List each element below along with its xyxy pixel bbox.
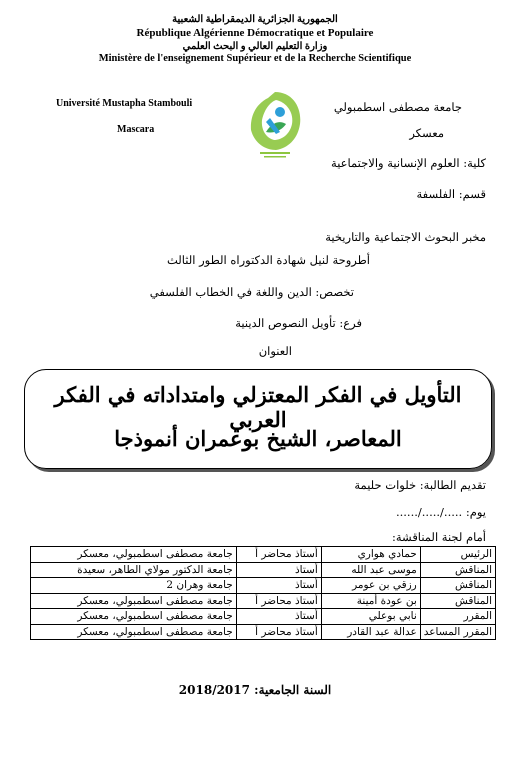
- department: قسم: الفلسفة: [416, 187, 486, 201]
- academic-year: السنة الجامعية: 2018/2017: [178, 683, 332, 697]
- jury-row: [31, 578, 496, 594]
- thesis-title-line-1: التأويل في الفكر المعتزلي وامتداداته في الفكر العربي: [54, 382, 462, 432]
- university-name-ar: جامعة مصطفى اسطمبولي: [333, 100, 462, 114]
- jury-rank: أستاذ: [236, 578, 321, 594]
- university-logo: [246, 88, 304, 160]
- jury-institution: جامعة وهران 2: [31, 578, 237, 594]
- jury-role: المناقش: [420, 578, 495, 594]
- jury-row: [31, 547, 496, 563]
- committee-label: أمام لجنة المناقشة:: [392, 530, 486, 544]
- jury-name: نابي بوعلي: [321, 609, 420, 625]
- student-name: تقديم الطالبة: خلوات حليمة: [354, 478, 486, 492]
- jury-institution: جامعة مصطفى اسطمبولي، معسكر: [31, 593, 237, 609]
- jury-rank: أستاذ محاضر أ: [236, 593, 321, 609]
- header-ministry-ar: وزارة التعليم العالي و البحث العلمي: [182, 41, 328, 52]
- university-name-fr: Université Mustapha Stambouli: [56, 98, 193, 109]
- jury-institution: جامعة مصطفى اسطمبولي، معسكر: [31, 609, 237, 625]
- header-republic-ar: الجمهورية الجزائرية الديمقراطية الشعبية: [172, 14, 338, 25]
- jury-role: المناقش: [420, 562, 495, 578]
- university-city-fr: Mascara: [117, 124, 155, 135]
- jury-name: حمادي هواري: [321, 547, 420, 563]
- jury-institution: جامعة مصطفى اسطمبولي، معسكر: [31, 547, 237, 563]
- jury-row: [31, 562, 496, 578]
- jury-rank: أستاذ محاضر أ: [236, 547, 321, 563]
- title-label: العنوان: [258, 344, 292, 358]
- jury-table: [30, 546, 496, 640]
- jury-role: الرئيس: [420, 547, 495, 563]
- header-republic-fr: République Algérienne Démocratique et Populaire: [136, 27, 374, 39]
- faculty: كلية: العلوم الإنسانية والاجتماعية: [331, 156, 486, 170]
- branch: فرع: تأويل النصوص الدينية: [235, 316, 362, 330]
- university-city-ar: معسكر: [409, 126, 444, 140]
- laboratory: مخبر البحوث الاجتماعية والتاريخية: [325, 230, 486, 244]
- jury-row: [31, 609, 496, 625]
- jury-row: [31, 624, 496, 640]
- header-ministry-fr: Ministère de l'enseignement Supérieur et de la Recherche Scientifique: [98, 53, 412, 64]
- jury-institution: جامعة مصطفى اسطمبولي، معسكر: [31, 624, 237, 640]
- jury-name: بن عودة أمينة: [321, 593, 420, 609]
- specialty: تخصص: الدين واللغة في الخطاب الفلسفي: [149, 285, 354, 299]
- jury-rank: أستاذ: [236, 562, 321, 578]
- defense-date: يوم: ...../...../......: [395, 505, 486, 519]
- thesis-degree: أطروحة لنيل شهادة الدكتوراه الطور الثالث: [166, 253, 370, 267]
- jury-name: عدالة عبد القادر: [321, 624, 420, 640]
- jury-rank: أستاذ: [236, 609, 321, 625]
- thesis-title-box: [24, 369, 492, 469]
- jury-role: المقرر: [420, 609, 495, 625]
- jury-row: [31, 593, 496, 609]
- jury-institution: جامعة الدكتور مولاي الطاهر، سعيدة: [31, 562, 237, 578]
- thesis-title-line-2: المعاصر، الشيخ بوعمران أنموذجا: [114, 426, 402, 451]
- jury-role: المقرر المساعد: [420, 624, 495, 640]
- jury-rank: أستاذ محاضر أ: [236, 624, 321, 640]
- jury-name: رزقي بن عومر: [321, 578, 420, 594]
- jury-name: موسى عبد الله: [321, 562, 420, 578]
- jury-role: المناقش: [420, 593, 495, 609]
